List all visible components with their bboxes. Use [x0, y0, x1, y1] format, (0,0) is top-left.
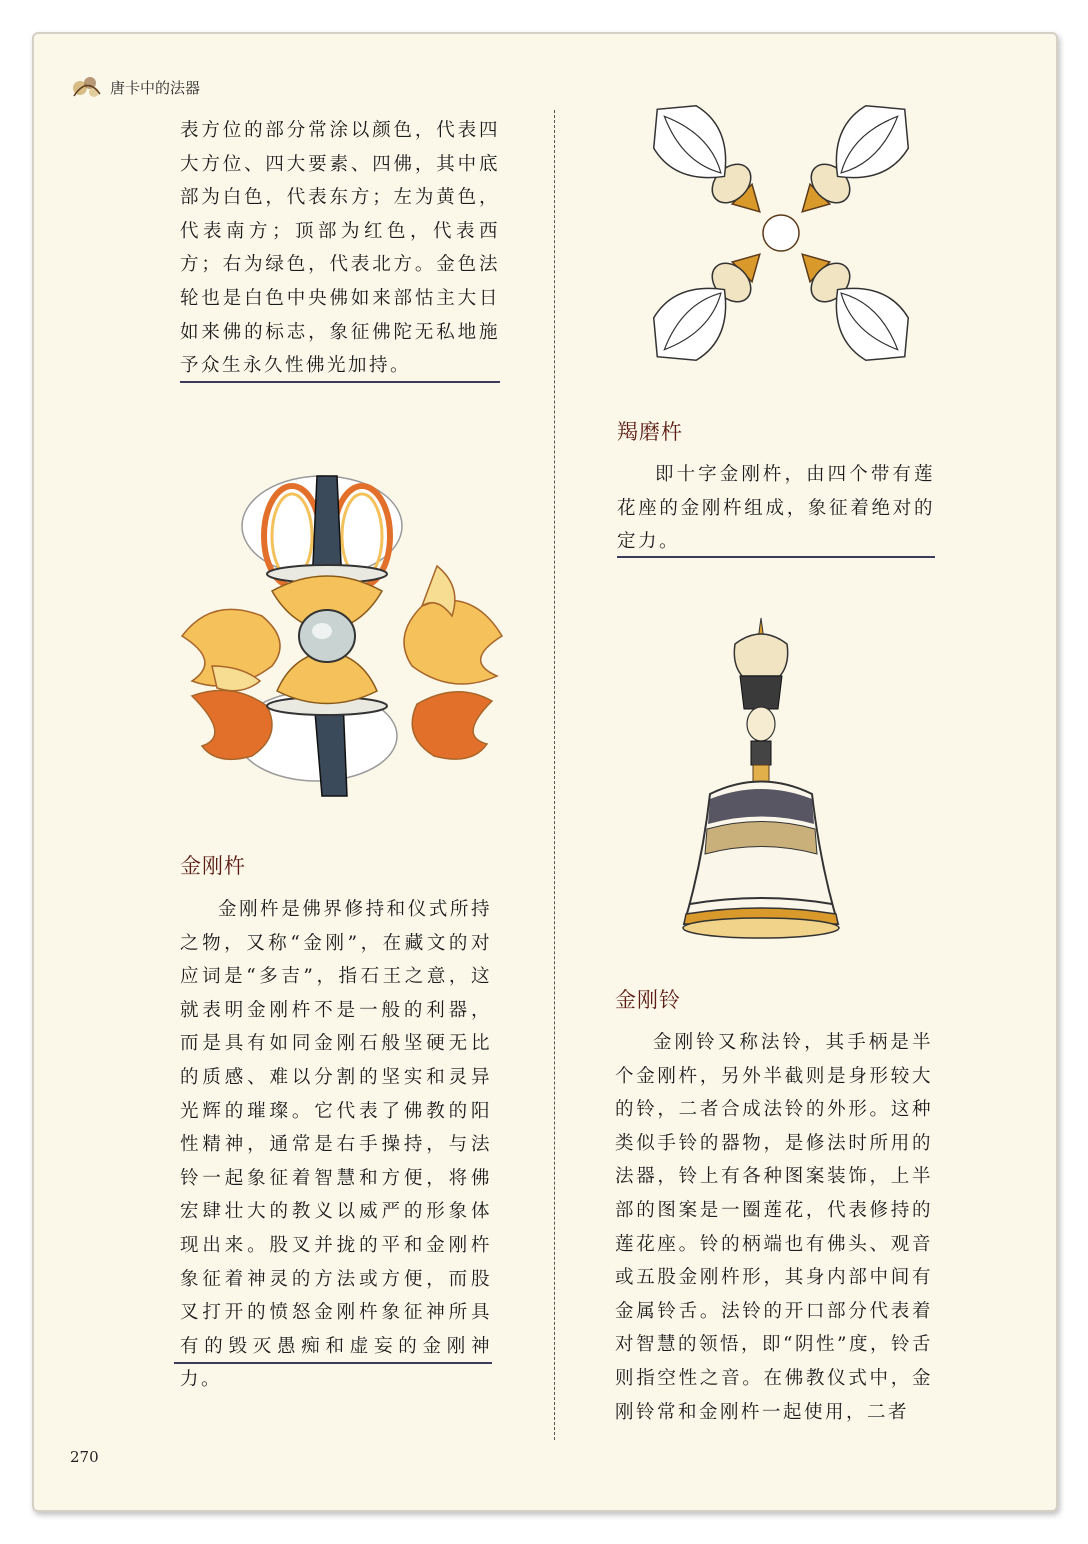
- ornament-icon: [70, 72, 104, 102]
- bell-text-block: [615, 1026, 933, 1429]
- running-head-title: 唐卡中的法器: [110, 78, 201, 97]
- running-head: [70, 72, 200, 102]
- bell-heading: 金刚铃: [615, 988, 681, 1012]
- vajra-heading: 金刚杵: [180, 854, 246, 878]
- intro-text-block: [180, 114, 500, 383]
- vajra-illustration: [172, 466, 512, 806]
- double-vajra-text-block: [617, 458, 935, 559]
- vajra-text-block: [180, 893, 492, 1397]
- page-number: 270: [70, 1448, 99, 1466]
- bell-illustration: [680, 614, 842, 946]
- column-divider: [554, 110, 555, 1440]
- intro-paragraph: 表方位的部分常涂以颜色，代表四大方位、四大要素、四佛，其中底部为白色，代表东方；左为黄色，代表南方；顶部为红色，代表西方；右为绿色，代表北方。金色法轮也是白色中央佛如来部怙主大日如来佛的标志，象征佛陀无私地施予众生永久性佛光加持。: [180, 120, 500, 377]
- vajra-paragraph: 金刚杵是佛界修持和仪式所持之物，又称“金刚”，在藏文的对应词是“多吉”，指石王之意，这就表明金刚杵不是一般的利器，而是具有如同金刚石般坚硬无比的质感、难以分割的坚实和灵异光辉的璀璨。它代表了佛教的阳性精神，通常是右手操持，与法铃一起象征着智慧和方便，将佛宏肆壮大的教义以威严的形象体现出来。股叉并拢的平和金刚杵象征着神灵的方法或方便，而股叉打开的愤怒金刚杵象征神所具有的毁灭愚痴和虚妄的金刚神力。: [180, 899, 492, 1391]
- intro-rule: [180, 381, 500, 383]
- double-vajra-rule: [617, 556, 935, 558]
- double-vajra-paragraph: 即十字金刚杵，由四个带有莲花座的金刚杵组成，象征着绝对的定力。: [617, 464, 935, 553]
- double-vajra-illustration: [640, 104, 922, 362]
- double-vajra-heading: 羯磨杵: [617, 420, 683, 444]
- bell-paragraph: 金刚铃又称法铃，其手柄是半个金刚杵，另外半截则是身形较大的铃，二者合成法铃的外形。这种类似手铃的器物，是修法时所用的法器，铃上有各种图案装饰，上半部的图案是一圈莲花，代表修持的莲花座。铃的柄端也有佛头、观音或五股金刚杵形，其身内部中间有金属铃舌。法铃的开口部分代表着对智慧的领悟，即“阴性”度，铃舌则指空性之音。在佛教仪式中，金刚铃常和金刚杵一起使用，二者: [615, 1032, 933, 1423]
- vajra-rule: [174, 1362, 492, 1364]
